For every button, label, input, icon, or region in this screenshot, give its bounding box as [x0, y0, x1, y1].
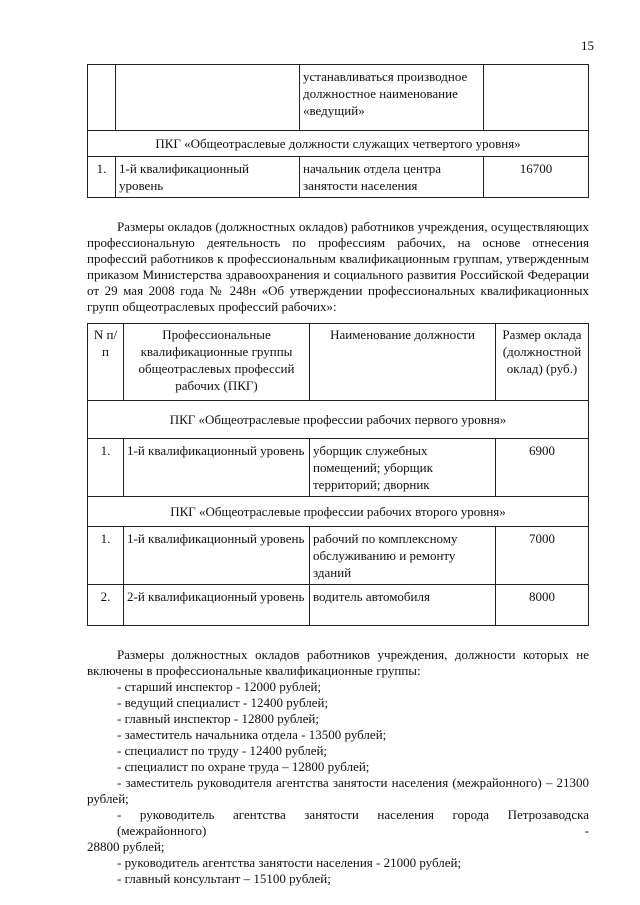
section-title: ПКГ «Общеотраслевые профессии рабочих второго уровня» [88, 497, 589, 527]
list-item [87, 807, 589, 855]
list-item: - специалист по охране труда – 12800 рублей; [117, 759, 370, 774]
table-row [88, 527, 589, 585]
paragraph-other-positions: Размеры должностных окладов работников учреждения, должности которых не включены в профессиональные квалификационные группы: [87, 647, 589, 678]
row-group: 1-й квалификационный уровень [116, 157, 300, 198]
header-position: Наименование должности [310, 324, 496, 401]
list-item-line: 28800 рублей; [87, 839, 165, 854]
list-item-line: рублей; [87, 791, 129, 806]
row-position: устанавливаться производное должностное наименование «ведущий» [300, 65, 484, 131]
row-number: 1. [88, 157, 116, 198]
row-number: 2. [88, 585, 124, 626]
row-position: рабочий по комплексному обслуживанию и ремонту зданий [310, 527, 496, 585]
row-salary [484, 65, 589, 131]
section-row [88, 497, 589, 527]
row-salary: 8000 [496, 585, 589, 626]
list-item [87, 775, 589, 807]
section-row [88, 401, 589, 439]
page-number: 15 [581, 38, 594, 53]
list-item: - главный консультант – 15100 рублей; [117, 871, 331, 886]
header-number: N п/п [88, 324, 124, 401]
paragraph-workers-intro: Размеры окладов (должностных окладов) работников учреждения, осуществляющих профессиональную деятельность по профессиям рабочих, на основе отнесения профессий работников к профессиональным квалификационным группам, утвержденным приказом Министерства здравоохранения и социального развития Российской Федерации от 29 мая 2008 года № 248н «Об утверждении профессиональных квалификационных групп общеотраслевых профессий рабочих»: [87, 219, 589, 314]
row-salary: 7000 [496, 527, 589, 585]
list-item: - руководитель агентства занятости населения - 21000 рублей; [117, 855, 462, 870]
list-item: - заместитель начальника отдела - 13500 рублей; [117, 727, 387, 742]
list-item: - специалист по труду - 12400 рублей; [117, 743, 328, 758]
list-item-line: - руководитель агентства занятости населения города Петрозаводска (межрайонного) - [117, 807, 589, 838]
list-item-line: - заместитель руководителя агентства занятости населения (межрайонного) – 21300 [117, 775, 589, 790]
row-group: 2-й квалификационный уровень [124, 585, 310, 626]
table-header-row [88, 324, 589, 401]
section-row [88, 131, 589, 157]
row-group: 1-й квалификационный уровень [124, 439, 310, 497]
row-number: 1. [88, 439, 124, 497]
row-position: начальник отдела центра занятости населения [300, 157, 484, 198]
section-title: ПКГ «Общеотраслевые должности служащих четвертого уровня» [88, 131, 589, 157]
list-item: - главный инспектор - 12800 рублей; [117, 711, 319, 726]
list-item: - ведущий специалист - 12400 рублей; [117, 695, 329, 710]
salary-table-servants [87, 64, 589, 198]
section-title: ПКГ «Общеотраслевые профессии рабочих первого уровня» [88, 401, 589, 439]
row-position: водитель автомобиля [310, 585, 496, 626]
salary-list [87, 679, 597, 887]
table-row [88, 157, 589, 198]
row-group: 1-й квалификационный уровень [124, 527, 310, 585]
salary-table-workers [87, 323, 589, 626]
header-salary: Размер оклада (должностной оклад) (руб.) [496, 324, 589, 401]
row-group [116, 65, 300, 131]
row-salary: 16700 [484, 157, 589, 198]
table-row [88, 585, 589, 626]
row-number [88, 65, 116, 131]
row-number: 1. [88, 527, 124, 585]
row-salary: 6900 [496, 439, 589, 497]
table-row [88, 439, 589, 497]
table-row [88, 65, 589, 131]
header-group: Профессиональные квалификационные группы общеотраслевых профессий рабочих (ПКГ) [124, 324, 310, 401]
row-position: уборщик служебных помещений; уборщик территорий; дворник [310, 439, 496, 497]
list-item: - старший инспектор - 12000 рублей; [117, 679, 322, 694]
